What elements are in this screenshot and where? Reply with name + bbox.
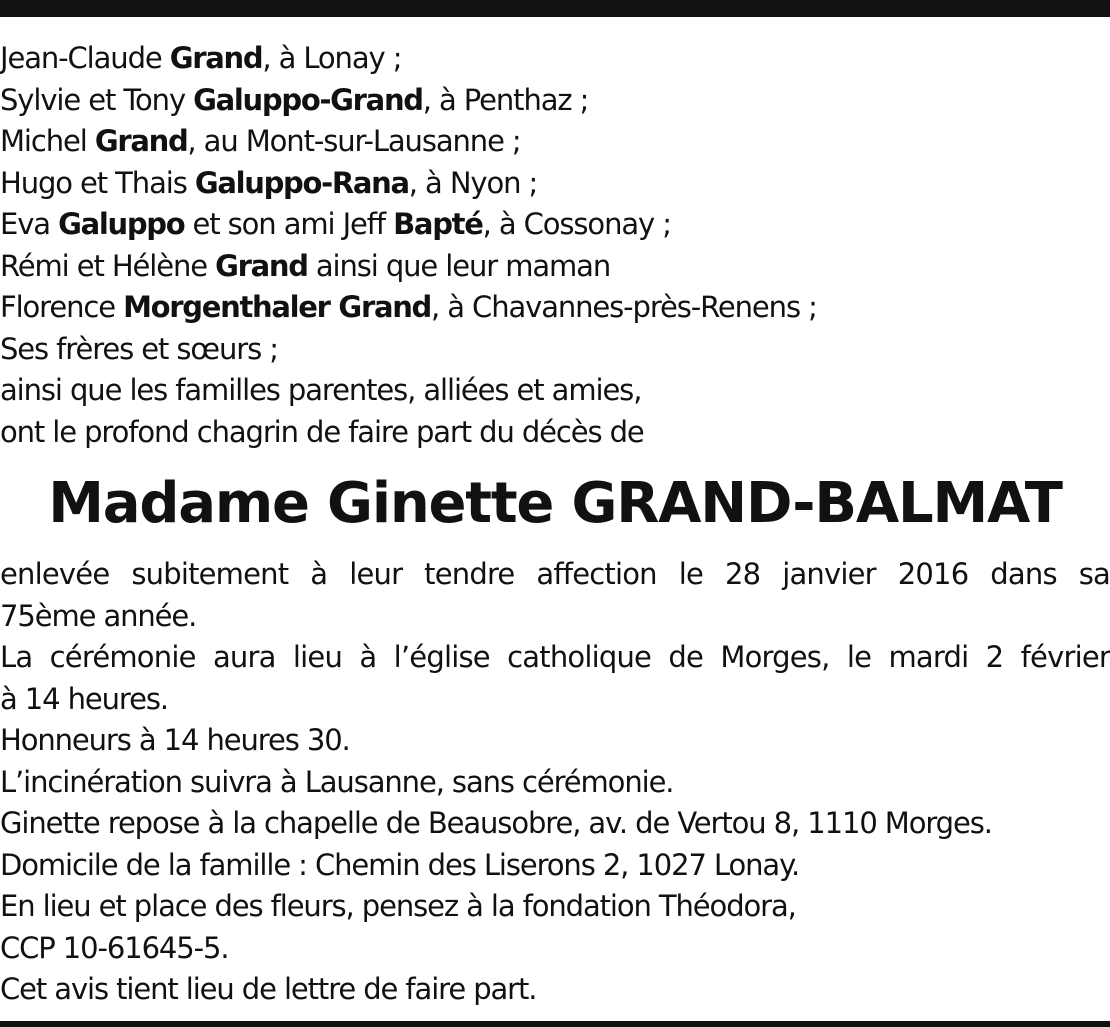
deceased-name: Madame Ginette GRAND-BALMAT [48,471,1062,536]
family-surname: Morgenthaler Grand [123,290,432,324]
family-surname: Galuppo [58,207,185,241]
family-text: ainsi que les familles parentes, alliées et amies, [0,373,642,407]
detail-line: 75ème année. [0,598,197,633]
detail-line: Ginette repose à la chapelle de Beausobre, av. de Vertou 8, 1110 Morges. [0,806,992,840]
detail-line: Cet avis tient lieu de lettre de faire part. [0,972,537,1006]
family-surname: Grand [215,248,308,283]
family-text: Eva [0,207,59,241]
family-line [0,163,1110,205]
detail-line: L’incinération suivra à Lausanne, sans cérémonie. [0,764,674,799]
top-rule [0,0,1110,17]
family-text: Florence [0,290,124,324]
family-text: Sylvie et Tony [0,82,194,117]
family-line [0,370,1110,412]
family-line [0,412,1110,454]
detail-line: enlevée subitement à leur tendre affection le 28 janvier 2016 dans sa [0,557,1110,591]
family-text: Ses frères et sœurs ; [0,331,278,366]
family-text: , à Nyon ; [408,165,538,200]
detail-line: En lieu et place des fleurs, pensez à la fondation Théodora, [0,889,796,923]
family-surname: Grand [169,41,263,75]
family-line [0,246,1110,288]
family-text: Jean-Claude [0,41,170,75]
family-text: , à Cossonay ; [482,207,671,241]
family-line [0,287,1110,329]
family-text: et son ami Jeff [184,207,394,241]
ceremony-details [0,554,1110,1011]
family-text: Rémi et Hélène [0,248,216,283]
family-text: ont le profond chagrin de faire part du décès de [0,414,644,449]
detail-line: Honneurs à 14 heures 30. [0,723,350,757]
detail-line: Domicile de la famille : Chemin des Liserons 2, 1027 Lonay. [0,847,800,882]
family-line [0,80,1110,122]
family-line [0,121,1110,163]
family-text: , à Penthaz ; [422,82,589,117]
family-surname: Grand [94,124,188,158]
detail-line: à 14 heures. [0,681,168,716]
family-surname: Galuppo-Rana [194,165,409,200]
family-line [0,38,1110,80]
family-text: ainsi que leur maman [307,248,611,283]
family-text: , à Lonay ; [262,41,402,75]
family-surname: Galuppo-Grand [193,82,423,117]
family-announcement [0,38,1110,453]
detail-line: La cérémonie aura lieu à l’église catholique de Morges, le mardi 2 février [0,640,1110,674]
family-text: , au Mont-sur-Lausanne ; [187,124,521,158]
family-text: , à Chavannes-près-Renens ; [431,290,817,324]
bottom-rule [0,1021,1110,1027]
family-surname: Bapté [393,207,483,241]
family-text: Michel [0,124,95,158]
family-text: Hugo et Thais [0,165,195,200]
detail-line: CCP 10-61645-5. [0,930,229,965]
family-line [0,204,1110,246]
family-line [0,329,1110,371]
